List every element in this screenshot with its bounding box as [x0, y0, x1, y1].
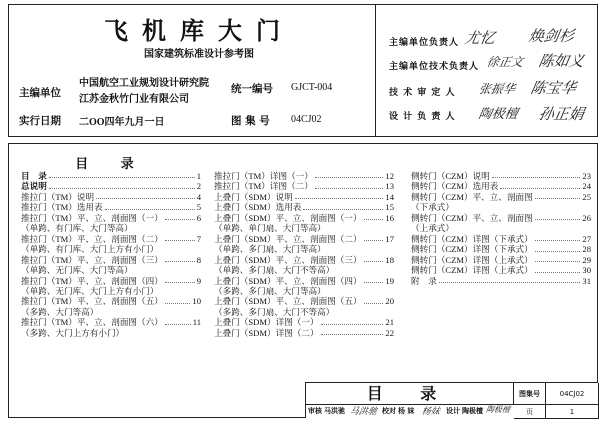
toc-page-number: 26 — [582, 212, 591, 223]
check-label: 校对 — [382, 407, 396, 415]
toc-entry-title: 推拉门（TM）平、立、剖面图（一） — [21, 212, 163, 223]
dot-leader — [165, 276, 195, 283]
role-tech-lead: 主编单位技术负责人 — [389, 62, 480, 72]
dot-leader — [500, 181, 580, 188]
toc-entry-title: 推拉门（TM）详图（一） — [214, 171, 313, 181]
toc-entry-note — [21, 244, 201, 254]
atlas-no: 04CJ02 — [291, 114, 322, 125]
toc-entry-note — [214, 244, 394, 254]
toc-entry-title: 上叠门（SDM）详图（二） — [214, 327, 319, 338]
toc-entry-title: 推拉门（TM）平、立、剖面图（六） — [21, 317, 163, 328]
toc-entry-title: 推拉门（TM）详图（二） — [214, 181, 313, 192]
toc-page-number: 12 — [385, 171, 394, 181]
toc-page-number: 24 — [582, 181, 591, 192]
dot-leader — [165, 234, 195, 241]
dot-leader — [315, 171, 384, 178]
dot-leader — [535, 213, 581, 220]
dot-leader — [439, 276, 581, 283]
dot-leader — [535, 234, 581, 241]
toc-entry — [411, 244, 591, 254]
toc-page-number: 19 — [385, 275, 394, 286]
dot-leader — [49, 171, 195, 178]
toc-heading: 目 录 — [75, 157, 148, 172]
toc-entry — [411, 276, 591, 286]
toc-entry — [411, 192, 591, 202]
atlas-no-label: 图集号 — [514, 383, 546, 405]
toc-entry — [21, 192, 201, 202]
dot-leader — [96, 192, 195, 199]
toc-entry-title: （单跨、无门库、大门上方有小门） — [21, 285, 159, 296]
toc-entry-title: 上叠门（SDM）平、立、剖面图（五） — [214, 296, 362, 307]
toc-entry — [214, 276, 394, 286]
toc-column-2 — [214, 171, 394, 338]
role-design-lead: 设 计 负 责 人 — [389, 112, 456, 122]
review-label: 审核 — [308, 407, 322, 415]
signature: 马洪驰 — [348, 407, 378, 417]
toc-page-number: 4 — [196, 191, 201, 202]
toc-entry — [21, 255, 201, 265]
toc-page-number: 10 — [192, 296, 201, 307]
toc-entry — [411, 234, 591, 244]
toc-page-number: 13 — [385, 181, 394, 192]
designer: 陶极檀 — [462, 407, 483, 415]
toc-entry-title: 侧转门（CZM）平、立、剖面图 — [411, 191, 533, 202]
checker: 杨 妹 — [398, 407, 415, 415]
signature: 孙正娟 — [537, 105, 586, 123]
role-reviewer: 技 术 审 定 人 — [389, 88, 456, 98]
dot-leader — [295, 192, 384, 199]
dot-leader — [364, 213, 384, 220]
toc-entry — [214, 255, 394, 265]
toc-entry-title: 侧转门（CZM）详图（下承式） — [411, 233, 533, 244]
toc-entry — [21, 276, 201, 286]
toc-entry-note — [21, 307, 201, 317]
toc-entry-note — [214, 286, 394, 296]
toc-entry-title: 侧转门（CZM）详图（上承式） — [411, 254, 533, 265]
signature: 尤忆 — [463, 29, 497, 47]
toc-page-number: 22 — [385, 327, 394, 338]
toc-entry — [411, 255, 591, 265]
toc-entry-title: （单跨、多门扇、大门不等高） — [214, 265, 335, 276]
toc-entry-title: 上叠门（SDM）平、立、剖面图（二） — [214, 233, 362, 244]
toc-page-number: 11 — [192, 317, 201, 328]
toc-entry-title: 侧转门（CZM）选用表 — [411, 181, 499, 192]
editor-2: 江苏金秋竹门业有限公司 — [79, 94, 189, 105]
toc-entry-title: 上叠门（SDM）平、立、剖面图（四） — [214, 275, 362, 286]
toc-entry — [214, 213, 394, 223]
toc-page-number: 17 — [385, 233, 394, 244]
toc-column-3 — [411, 171, 591, 286]
dot-leader — [364, 296, 384, 303]
toc-page-number: 7 — [196, 233, 201, 244]
editor-1: 中国航空工业规划设计研究院 — [79, 78, 209, 89]
toc-entry-title: 推拉门（TM）平、立、剖面图（四） — [21, 275, 163, 286]
toc-entry — [411, 213, 591, 223]
editor-label: 主编单位 — [19, 87, 61, 99]
reviewer: 马洪驰 — [324, 407, 345, 415]
atlas-no-label: 图 集 号 — [231, 115, 270, 127]
toc-entry — [214, 328, 394, 338]
toc-entry-title: 总说明 — [21, 181, 47, 192]
signature: 徐正文 — [485, 55, 525, 69]
dot-leader — [364, 255, 384, 262]
toc-entry-title: 上叠门（SDM）平、立、剖面图（一） — [214, 212, 362, 223]
toc-entry-title: 推拉门（TM）平、立、剖面图（二） — [21, 233, 163, 244]
toc-entry-title: 侧转门（CZM）详图（上承式） — [411, 265, 533, 276]
toc-page-number: 8 — [196, 254, 201, 265]
dot-leader — [165, 255, 195, 262]
dot-leader — [315, 181, 384, 188]
toc-entry-note — [411, 202, 591, 212]
toc-page-number: 30 — [582, 265, 591, 276]
design-label: 设计 — [446, 407, 460, 415]
dot-leader — [535, 265, 581, 272]
toc-entry-note — [21, 265, 201, 275]
toc-entry-title: （多跨、大门等高） — [21, 306, 99, 317]
toc-entry-title: 附 录 — [411, 275, 437, 286]
toc-entry-note — [214, 307, 394, 317]
toc-entry-note — [21, 328, 201, 338]
toc-page-number: 16 — [385, 212, 394, 223]
toc-page-number: 23 — [582, 171, 591, 181]
date: 二OO四年九月一日 — [79, 117, 165, 128]
toc-column-1 — [21, 171, 201, 338]
dot-leader — [165, 296, 191, 303]
toc-entry — [21, 181, 201, 191]
toc-entry-title: （下承式） — [411, 202, 454, 213]
toc-entry — [21, 202, 201, 212]
toc-entry-title: 推拉门（TM）平、立、剖面图（三） — [21, 254, 163, 265]
page-label: 页 — [514, 405, 546, 419]
toc-page-number: 20 — [385, 296, 394, 307]
atlas-title: 飞机库大门 — [104, 17, 294, 45]
toc-entry — [214, 317, 394, 327]
toc-page-number: 1 — [196, 171, 201, 181]
toc-entry — [21, 213, 201, 223]
toc-page-number: 27 — [582, 233, 591, 244]
dot-leader — [321, 317, 384, 324]
toc-page-number: 2 — [196, 181, 201, 192]
toc-entry — [214, 296, 394, 306]
toc-entry-title: （单跨、有门库、大门等高） — [21, 223, 133, 234]
toc-page-number: 31 — [582, 275, 591, 286]
toc-entry-note — [214, 265, 394, 275]
dot-leader — [492, 171, 581, 178]
toc-entry — [214, 192, 394, 202]
toc-page-number: 28 — [582, 244, 591, 255]
signature: 陶极檀 — [485, 405, 511, 414]
toc-entry-title: （多跨、多门扇、大门等高） — [214, 285, 326, 296]
unified-no-label: 统一编号 — [231, 83, 273, 95]
toc-entry — [21, 317, 201, 327]
dot-leader — [303, 202, 383, 209]
table-of-contents — [8, 143, 598, 418]
role-chief-editor: 主编单位负责人 — [389, 38, 460, 48]
toc-entry-title: 推拉门（TM）说明 — [21, 191, 95, 202]
dot-leader — [535, 244, 581, 251]
toc-entry-title: （单跨、多门扇、大门等高） — [214, 244, 326, 255]
toc-entry — [411, 265, 591, 275]
toc-entry-title: （单跨、有门库、大门上方有小门） — [21, 244, 159, 255]
dot-leader — [165, 213, 195, 220]
toc-entry-note — [21, 286, 201, 296]
toc-page-number: 9 — [196, 275, 201, 286]
signature: 陶极檀 — [477, 107, 519, 122]
divider — [375, 5, 376, 136]
atlas-subtitle: 国家建筑标准设计参考图 — [144, 49, 254, 60]
toc-entry — [21, 296, 201, 306]
toc-entry — [214, 171, 394, 181]
drawing-name: 目 录 — [306, 383, 514, 405]
signature: 陈如义 — [537, 52, 586, 70]
toc-entry-title: 侧转门（CZM）平、立、剖面图 — [411, 212, 533, 223]
toc-entry — [214, 202, 394, 212]
toc-entry-title: 侧转门（CZM）说明 — [411, 171, 490, 181]
signature: 焕剑杉 — [527, 27, 576, 45]
atlas-no: 04CJ02 — [546, 383, 599, 405]
toc-entry — [214, 181, 394, 191]
cover-info-panel — [8, 4, 598, 137]
dot-leader — [105, 202, 195, 209]
dot-leader — [535, 192, 581, 199]
dot-leader — [364, 234, 384, 241]
toc-entry-title: （单跨、无门库、大门等高） — [21, 265, 133, 276]
title-block — [305, 382, 598, 418]
toc-entry-title: （上承式） — [411, 223, 454, 234]
toc-page-number: 6 — [196, 212, 201, 223]
toc-entry — [21, 234, 201, 244]
toc-entry-title: （单跨、单门扇、大门等高） — [214, 223, 326, 234]
toc-entry-title: 侧转门（CZM）详图（下承式） — [411, 244, 533, 255]
dot-leader — [165, 317, 191, 324]
toc-entry-title: 目 录 — [21, 171, 47, 181]
signature: 陈宝华 — [529, 79, 578, 97]
date-label: 实行日期 — [19, 115, 61, 127]
toc-page-number: 18 — [385, 254, 394, 265]
dot-leader — [321, 328, 384, 335]
toc-entry — [21, 171, 201, 181]
toc-page-number: 15 — [385, 202, 394, 213]
toc-page-number: 5 — [196, 202, 201, 213]
toc-page-number: 21 — [385, 317, 394, 328]
toc-entry-title: （多跨、大门上方有小门） — [21, 327, 125, 338]
toc-entry-note — [214, 223, 394, 233]
dot-leader — [49, 181, 195, 188]
toc-entry — [411, 171, 591, 181]
signature: 张振华 — [477, 82, 517, 96]
toc-entry-title: 推拉门（TM）选用表 — [21, 202, 103, 213]
toc-entry-title: （多跨、多门扇、大门不等高） — [214, 306, 335, 317]
toc-entry-note — [21, 223, 201, 233]
dot-leader — [364, 276, 384, 283]
toc-page-number: 14 — [385, 191, 394, 202]
page-number: 1 — [546, 405, 599, 419]
toc-entry — [411, 181, 591, 191]
unified-no: GJCT-004 — [291, 82, 333, 93]
toc-entry-note — [411, 223, 591, 233]
toc-entry-title: 上叠门（SDM）说明 — [214, 191, 293, 202]
signature: 杨妹 — [420, 407, 441, 417]
toc-entry — [214, 234, 394, 244]
toc-page-number: 29 — [582, 254, 591, 265]
toc-page-number: 25 — [582, 191, 591, 202]
dot-leader — [535, 255, 581, 262]
toc-entry-title: 上叠门（SDM）选用表 — [214, 202, 302, 213]
toc-entry-title: 推拉门（TM）平、立、剖面图（五） — [21, 296, 163, 307]
toc-entry-title: 上叠门（SDM）平、立、剖面图（三） — [214, 254, 362, 265]
toc-entry-title: 上叠门（SDM）详图（一） — [214, 317, 319, 328]
